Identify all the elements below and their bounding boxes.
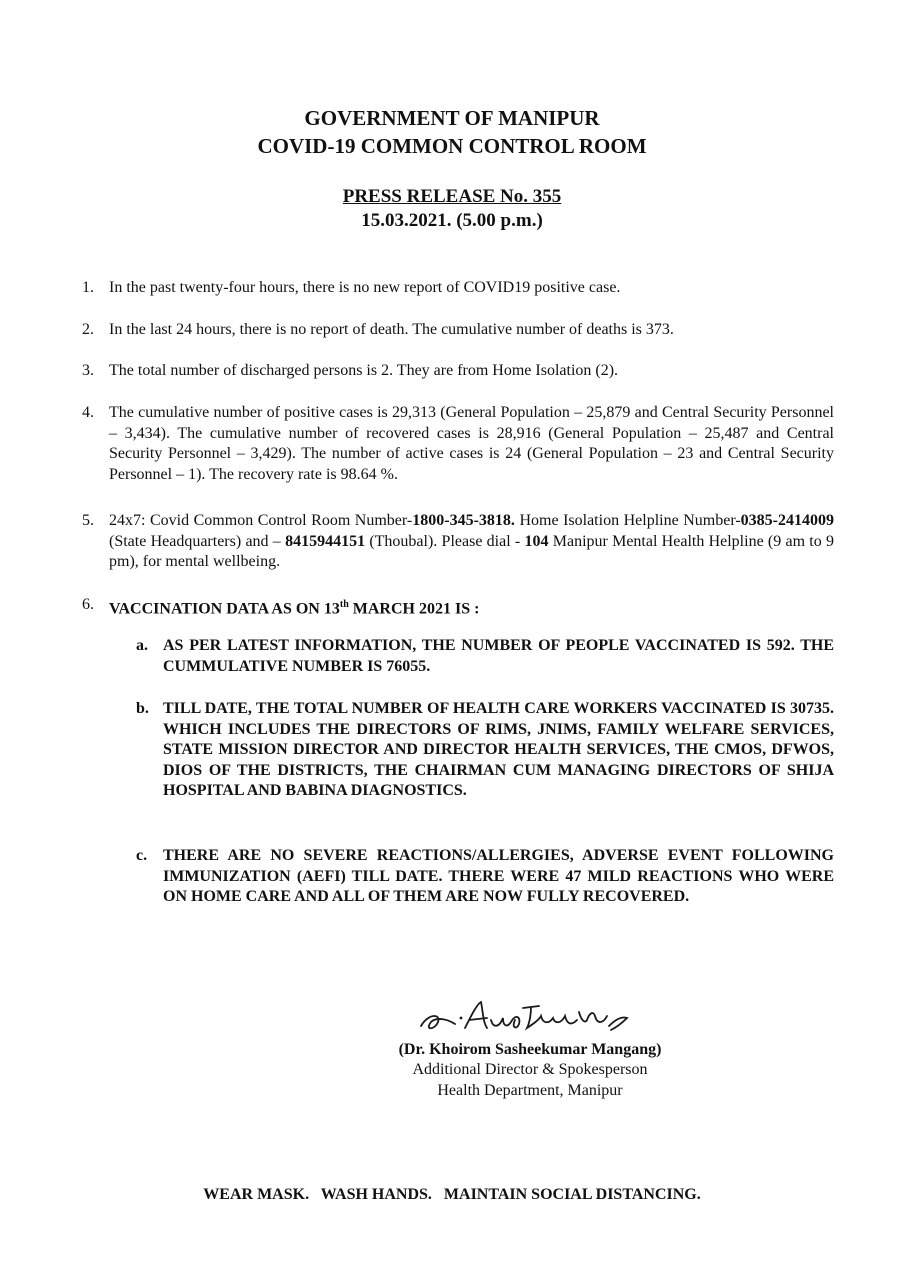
item-text-part: (Thoubal). Please dial - <box>365 532 525 550</box>
item-text-part: (State Headquarters) and – <box>109 532 286 550</box>
item-text <box>109 595 834 620</box>
item-text: In the past twenty-four hours, there is no new report of COVID19 positive case. <box>109 279 621 296</box>
signatory-department: Health Department, Manipur <box>437 1082 623 1099</box>
document-header <box>0 104 904 160</box>
signatory-name: (Dr. Khoirom Sasheekumar Mangang) <box>398 1041 662 1058</box>
item-text: In the last 24 hours, there is no report of death. The cumulative number of deaths is 373. <box>109 321 674 338</box>
list-item <box>82 320 834 341</box>
item-text-part: Manipur Mental Health Helpline (9 am to 9 pm), for mental wellbeing. <box>109 532 835 570</box>
item-text: The total number of discharged persons is 2. They are from Home Isolation (2). <box>109 362 619 379</box>
item-text-part: 24x7: Covid Common Control Room Number- <box>109 512 413 529</box>
item-text: AS PER LATEST INFORMATION, THE NUMBER OF PEOPLE VACCINATED IS 592. THE CUMMULATIVE NUMBER IS 76055. <box>163 637 834 675</box>
item-number: 2. <box>82 321 94 338</box>
press-release-number: PRESS RELEASE No. 355 <box>342 186 562 207</box>
signature-image <box>415 994 635 1044</box>
item-number: 6. <box>82 596 94 613</box>
list-item <box>82 361 834 382</box>
item-number: 1. <box>82 279 94 296</box>
item-text <box>109 511 834 573</box>
press-release-date: 15.03.2021. (5.00 p.m.) <box>361 210 543 231</box>
item-number: 3. <box>82 362 94 379</box>
vaccination-heading <box>82 595 834 620</box>
control-room-number: 1800-345-3818. <box>412 512 515 529</box>
item-text-part: Home Isolation Helpline Number- <box>514 512 741 529</box>
item-letter: a. <box>136 637 148 654</box>
control-room-title: COVID-19 COMMON CONTROL ROOM <box>257 134 647 158</box>
thoubal-number: 8415944151 <box>285 532 366 550</box>
ordinal-suffix: th <box>339 599 349 610</box>
item-text: The cumulative number of positive cases is 29,313 (General Population – 25,879 and Central Security Personnel – 3,434). The cumulative number of recovered cases is 28,916 (General Population – 25,487 and Central Security Personnel – 3,429). The number of active cases is 24 (General Population – 23 and Central Security Personnel – 1). The recovery rate is 98.64 %. <box>109 404 834 483</box>
item-letter: c. <box>136 847 148 864</box>
item-letter: b. <box>136 700 149 717</box>
item-number: 5. <box>82 512 94 529</box>
press-release-heading <box>0 185 904 233</box>
vaccination-item <box>136 699 834 802</box>
item-text: THERE ARE NO SEVERE REACTIONS/ALLERGIES, ADVERSE EVENT FOLLOWING IMMUNIZATION (AEFI) TILL DATE. THERE WERE 47 MILD REACTIONS WHO WERE ON HOME CARE AND ALL OF THEM ARE NOW FULLY RECOVERED. <box>163 847 834 905</box>
list-item <box>82 278 834 299</box>
list-item <box>82 511 834 573</box>
vaccination-heading-text: VACCINATION DATA AS ON 13 <box>109 600 340 618</box>
item-text: TILL DATE, THE TOTAL NUMBER OF HEALTH CARE WORKERS VACCINATED IS 30735. WHICH INCLUDES THE DIRECTORS OF RIMS, JNIMS, FAMILY WELFARE SERVICES, STATE MISSION DIRECTOR AND DIRECTOR HEALTH SERVICES, THE CMOS, DFWOS, DIOS OF THE DISTRICTS, THE CHAIRMAN CUM MANAGING DIRECTORS OF SHIJA HOSPITAL AND BABINA DIAGNOSTICS. <box>163 700 834 799</box>
list-item <box>82 403 834 485</box>
government-title: GOVERNMENT OF MANIPUR <box>304 106 600 130</box>
home-isolation-number: 0385-2414009 <box>740 512 834 529</box>
vaccination-item <box>136 636 834 677</box>
signatory-title: Additional Director & Spokesperson <box>412 1061 648 1078</box>
footer-slogan: WEAR MASK. WASH HANDS. MAINTAIN SOCIAL DISTANCING. <box>203 1186 701 1203</box>
vaccination-heading-text: MARCH 2021 IS : <box>348 600 480 618</box>
item-number: 4. <box>82 404 94 421</box>
vaccination-item <box>136 846 834 908</box>
mental-health-number: 104 <box>524 532 549 550</box>
